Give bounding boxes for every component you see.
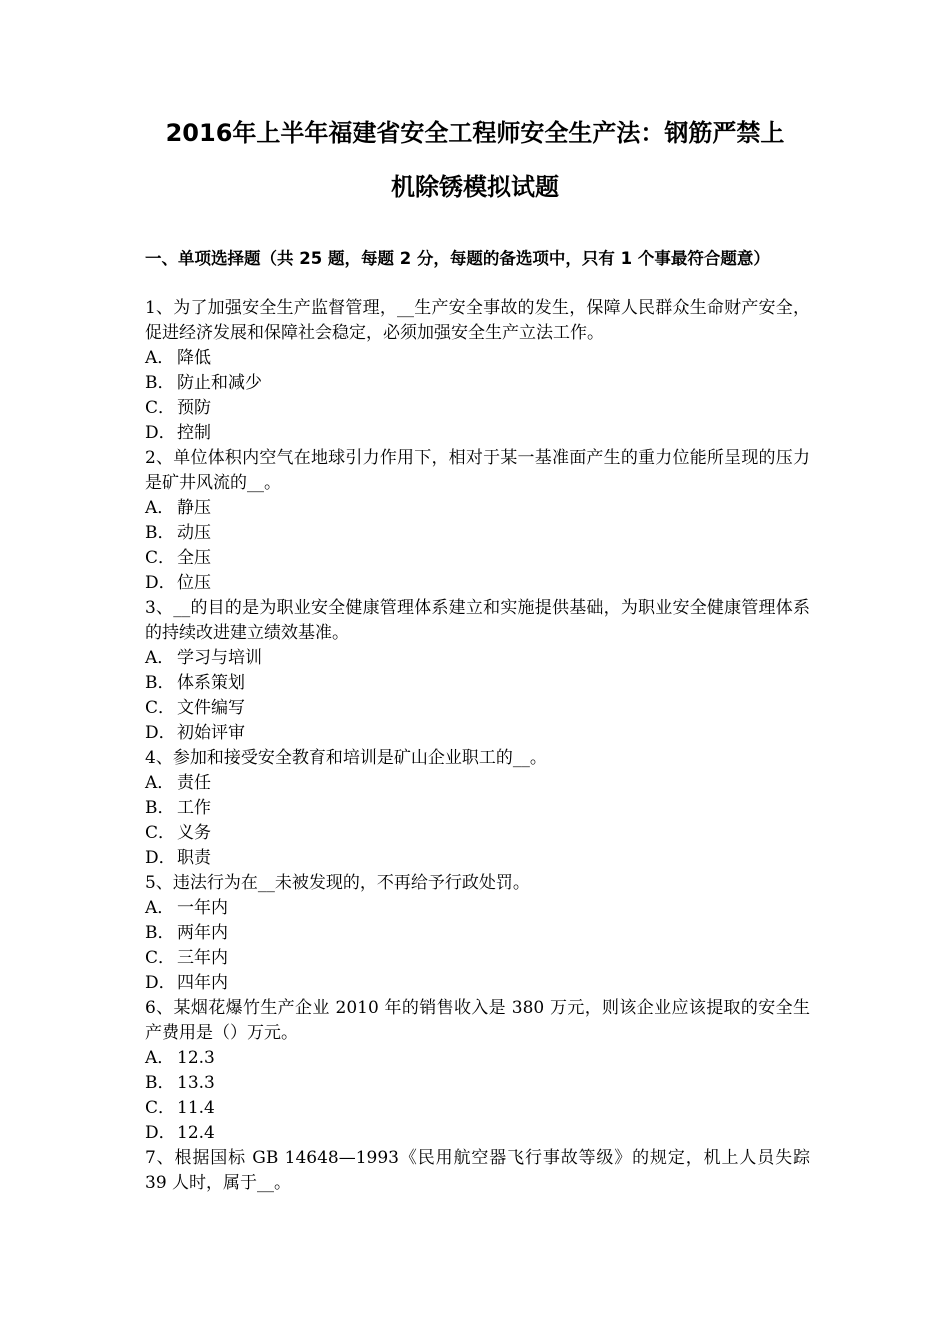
- question-text: 3、__的目的是为职业安全健康管理体系建立和实施提供基础，为职业安全健康管理体系的持续改进建立绩效基准。: [145, 598, 810, 643]
- option-text: 三年内: [177, 948, 228, 968]
- option-text: 四年内: [177, 973, 228, 993]
- option-text: 13.3: [177, 1073, 215, 1093]
- option-text: 位压: [177, 573, 211, 593]
- question-text: 2、单位体积内空气在地球引力作用下，相对于某一基准面产生的重力位能所呈现的压力是矿井风流的__。: [145, 448, 810, 493]
- option-text: 初始评审: [177, 723, 245, 743]
- option-text: 文件编写: [177, 698, 245, 718]
- question-item: [145, 996, 810, 1146]
- option-c: [145, 546, 810, 571]
- option-letter: A．: [145, 498, 175, 518]
- question-item: [145, 296, 810, 446]
- option-b: [145, 521, 810, 546]
- option-text: 体系策划: [177, 673, 245, 693]
- option-b: [145, 1071, 810, 1096]
- document-title-line-1: 2016年上半年福建省安全工程师安全生产法：钢筋严禁上: [165, 119, 785, 147]
- question-text: 5、违法行为在__未被发现的，不再给予行政处罚。: [145, 873, 530, 893]
- option-letter: B．: [145, 1073, 175, 1093]
- option-letter: A．: [145, 1048, 175, 1068]
- option-letter: D．: [145, 973, 176, 993]
- option-letter: C．: [145, 823, 176, 843]
- option-a: [145, 346, 810, 371]
- option-letter: C．: [145, 398, 176, 418]
- option-c: [145, 821, 810, 846]
- option-text: 两年内: [177, 923, 228, 943]
- option-text: 工作: [177, 798, 211, 818]
- option-d: [145, 421, 810, 446]
- option-a: [145, 771, 810, 796]
- option-d: [145, 571, 810, 596]
- question-item: [145, 871, 810, 996]
- option-text: 11.4: [177, 1098, 215, 1118]
- option-text: 职责: [177, 848, 211, 868]
- question-item: [145, 446, 810, 596]
- option-b: [145, 371, 810, 396]
- option-a: [145, 646, 810, 671]
- option-letter: D．: [145, 723, 176, 743]
- option-letter: A．: [145, 773, 175, 793]
- option-d: [145, 971, 810, 996]
- option-text: 静压: [177, 498, 211, 518]
- option-text: 动压: [177, 523, 211, 543]
- option-d: [145, 846, 810, 871]
- option-c: [145, 1096, 810, 1121]
- option-letter: C．: [145, 1098, 176, 1118]
- option-a: [145, 896, 810, 921]
- section-heading: 一、单项选择题（共 25 题，每题 2 分，每题的备选项中，只有 1 个事最符合题意）: [145, 249, 770, 268]
- option-c: [145, 946, 810, 971]
- option-letter: A．: [145, 648, 175, 668]
- question-text: 7、根据国标 GB 14648—1993《民用航空器飞行事故等级》的规定，机上人员失踪 39 人时，属于__。: [145, 1148, 810, 1193]
- document-title-line-2: 机除锈模拟试题: [391, 173, 559, 201]
- option-text: 一年内: [177, 898, 228, 918]
- option-letter: B．: [145, 798, 175, 818]
- option-text: 12.3: [177, 1048, 215, 1068]
- option-letter: B．: [145, 673, 175, 693]
- question-item: [145, 746, 810, 871]
- option-text: 防止和减少: [177, 373, 262, 393]
- option-letter: D．: [145, 573, 176, 593]
- question-text: 6、某烟花爆竹生产企业 2010 年的销售收入是 380 万元，则该企业应该提取的安全生产费用是（）万元。: [145, 998, 810, 1043]
- option-letter: D．: [145, 423, 176, 443]
- question-text: 4、参加和接受安全教育和培训是矿山企业职工的__。: [145, 748, 547, 768]
- option-c: [145, 696, 810, 721]
- option-text: 义务: [177, 823, 211, 843]
- option-text: 降低: [177, 348, 211, 368]
- question-list: [145, 296, 810, 1196]
- option-d: [145, 1121, 810, 1146]
- option-b: [145, 921, 810, 946]
- option-text: 预防: [177, 398, 211, 418]
- option-b: [145, 671, 810, 696]
- question-item: [145, 1146, 810, 1196]
- option-a: [145, 1046, 810, 1071]
- option-text: 学习与培训: [177, 648, 262, 668]
- option-letter: B．: [145, 373, 175, 393]
- option-letter: C．: [145, 698, 176, 718]
- option-letter: C．: [145, 948, 176, 968]
- option-text: 12.4: [177, 1123, 215, 1143]
- option-letter: A．: [145, 348, 175, 368]
- option-b: [145, 796, 810, 821]
- option-letter: A．: [145, 898, 175, 918]
- option-d: [145, 721, 810, 746]
- option-letter: C．: [145, 548, 176, 568]
- option-letter: B．: [145, 923, 175, 943]
- question-text: 1、为了加强安全生产监督管理，__生产安全事故的发生，保障人民群众生命财产安全，促进经济发展和保障社会稳定，必须加强安全生产立法工作。: [145, 298, 810, 343]
- option-letter: D．: [145, 848, 176, 868]
- option-c: [145, 396, 810, 421]
- option-letter: B．: [145, 523, 175, 543]
- option-text: 控制: [177, 423, 211, 443]
- option-text: 责任: [177, 773, 211, 793]
- question-item: [145, 596, 810, 746]
- option-letter: D．: [145, 1123, 176, 1143]
- option-text: 全压: [177, 548, 211, 568]
- option-a: [145, 496, 810, 521]
